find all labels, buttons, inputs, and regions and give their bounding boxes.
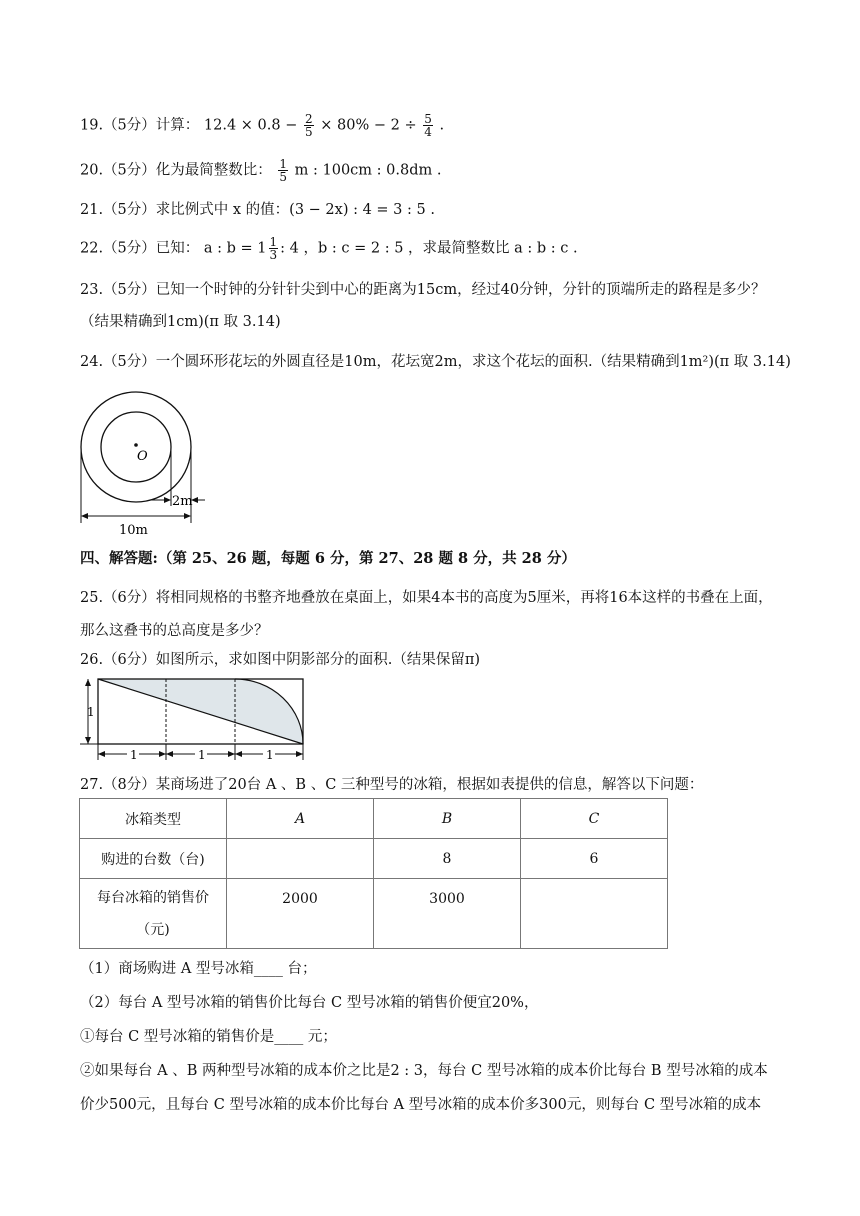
question-23-line-2: （结果精确到1cm)(π 取 3.14) — [80, 314, 281, 330]
q19-fraction-2 — [423, 113, 433, 138]
q19-f1-num: 2 — [305, 112, 313, 126]
section-4-title: 四、解答题:（第 25、26 题，每题 6 分，第 27、28 题 8 分，共 28 分） — [80, 550, 576, 567]
center-label: O — [137, 449, 148, 464]
row1-a — [227, 839, 374, 879]
width-arrowhead-left — [164, 497, 171, 503]
header-type: 冰箱类型 — [80, 799, 227, 839]
center-dot — [134, 443, 138, 447]
sub-question-2b-line-2: 价少500元，且每台 C 型号冰箱的成本价比每台 A 型号冰箱的成本价多300元，则每台 C 型号冰箱的成本 — [80, 1097, 762, 1113]
question-25: 25.（6分）将相同规格的书整齐地叠放在桌面上，如果4本书的高度为5厘米，再将16本这样的书叠在上面，那么这叠书的总高度是多少？ — [80, 590, 773, 639]
seg3-arrow-right — [296, 751, 303, 757]
seg3-label: 1 — [266, 748, 274, 762]
question-27: 27.（8分）某商场进了20台 A 、B 、C 三种型号的冰箱，根据如表提供的信息，解答以下问题： — [80, 777, 704, 793]
header-c: C — [521, 799, 668, 839]
table-header-row — [80, 799, 668, 839]
seg2-label: 1 — [198, 748, 206, 762]
q22-rest: : 4 ，b : c = 2 : 5 ，求最简整数比 a : b : c . — [280, 240, 578, 257]
q19-prefix: 19.（5分）计算： — [80, 117, 200, 134]
table-row-price — [80, 879, 668, 949]
q22-prefix: 22.（5分）已知： a : b = 1 — [80, 240, 267, 257]
width-label: 2m — [172, 494, 193, 509]
q20-fraction — [278, 158, 288, 183]
height-label: 1 — [87, 705, 95, 719]
row2-c — [521, 879, 668, 949]
q22-f-num: 1 — [269, 235, 278, 249]
sub-question-2b-line-1: ②如果每台 A 、B 两种型号冰箱的成本价之比是2 : 3，每台 C 型号冰箱的成本价比每台 B 型号冰箱的成本 — [80, 1063, 768, 1079]
row2-a: 2000 — [227, 879, 374, 949]
q19-fraction-1 — [304, 113, 314, 138]
q20-f-den: 5 — [279, 170, 288, 184]
question-23-line-1: 23.（5分）已知一个时钟的分针针尖到中心的距离为15cm，经过40分钟，分针的顶端所走的路程是多少？ — [80, 282, 766, 298]
sub-question-2: （2）每台 A 型号冰箱的销售价比每台 C 型号冰箱的销售价便宜20%， — [80, 995, 539, 1011]
seg3-arrow-left — [235, 751, 242, 757]
table-row-quantity — [80, 839, 668, 879]
q19-expr-b: × 80% − 2 ÷ — [320, 117, 417, 134]
row2-label: 每台冰箱的销售价（元) — [80, 879, 227, 949]
seg1-arrow-left — [98, 751, 105, 757]
diameter-arrowhead-right — [184, 513, 191, 519]
q19-f1-den: 5 — [305, 125, 313, 139]
fridge-table — [79, 798, 668, 949]
question-26: 26.（6分）如图所示，求如图中阴影部分的面积.（结果保留π) — [80, 652, 481, 668]
q22-fraction — [269, 236, 279, 261]
question-24: 24.（5分）一个圆环形花坛的外圆直径是10m，花坛宽2m，求这个花坛的面积.（结果精确到1m²)(π 取 3.14) — [80, 354, 791, 370]
q22-f-den: 3 — [269, 248, 278, 262]
header-a: A — [227, 799, 374, 839]
diameter-arrowhead-left — [81, 513, 88, 519]
height-arrowhead-bottom — [85, 737, 91, 744]
shaded-area-figure — [80, 676, 310, 764]
q20-prefix: 20.（5分）化为最简整数比： — [80, 162, 272, 179]
inner-circle — [101, 412, 171, 482]
q19-end: . — [439, 117, 445, 134]
row2-b: 3000 — [374, 879, 521, 949]
diameter-label: 10m — [119, 523, 148, 538]
sub-question-1: （1）商场购进 A 型号冰箱____ 台； — [80, 961, 317, 977]
height-arrowhead-top — [85, 679, 91, 686]
question-22 — [80, 236, 578, 261]
row1-c: 6 — [521, 839, 668, 879]
sub-question-2a: ①每台 C 型号冰箱的销售价是____ 元； — [80, 1029, 337, 1045]
outer-circle — [81, 392, 191, 502]
question-20 — [80, 158, 441, 183]
q19-expr-a: 12.4 × 0.8 − — [203, 117, 298, 134]
row1-label: 购进的台数（台) — [80, 839, 227, 879]
seg2-arrow-left — [166, 751, 173, 757]
q19-f2-den: 4 — [424, 125, 432, 139]
q20-f-num: 1 — [279, 157, 288, 171]
question-21: 21.（5分）求比例式中 x 的值：(3 − 2x) : 4 = 3 : 5 . — [80, 202, 435, 218]
header-b: B — [374, 799, 521, 839]
annulus-figure — [75, 388, 225, 538]
seg1-label: 1 — [130, 748, 138, 762]
q19-f2-num: 5 — [424, 112, 432, 126]
question-19 — [80, 113, 444, 138]
seg2-arrow-right — [228, 751, 235, 757]
row1-b: 8 — [374, 839, 521, 879]
q20-expr: m : 100cm : 0.8dm . — [294, 162, 442, 179]
seg1-arrow-right — [159, 751, 166, 757]
